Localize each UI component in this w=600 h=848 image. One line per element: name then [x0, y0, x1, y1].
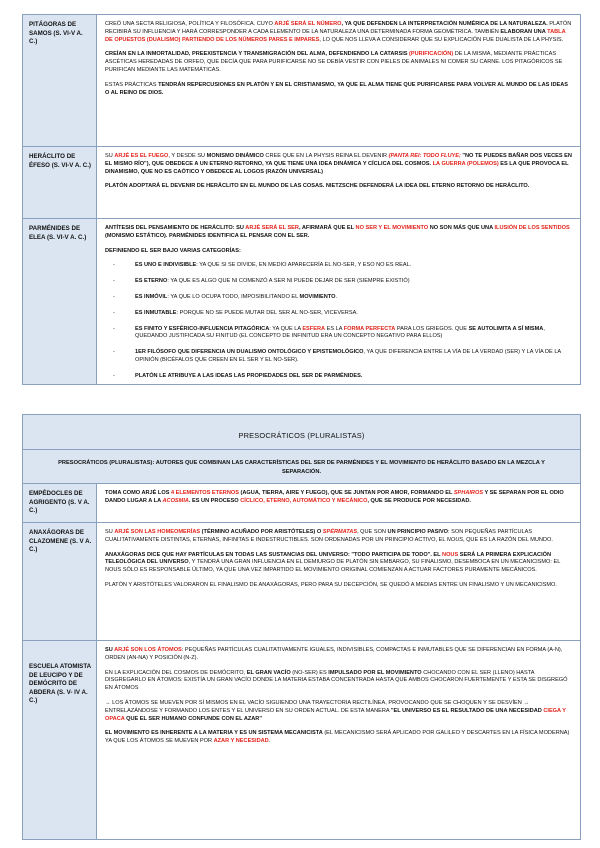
- text-run: , YA QUE DEFENDEN LA INTERPRETACIÓN NUMÉRICA DE LA NATURALEZA.: [341, 21, 548, 27]
- table-title: PRESOCRÁTICOS (PLURALISTAS): [23, 415, 580, 450]
- paragraph: [105, 670, 573, 693]
- table-row: [23, 15, 580, 146]
- paragraph: [105, 82, 573, 98]
- highlighted-text: 4 ELEMENTOS ETERNOS: [171, 490, 239, 496]
- text-run: : YA QUE ES ALGO QUE NI COMENZÓ A SER NI PUEDE DEJAR DE SER (SIEMPRE EXISTIÓ): [167, 278, 410, 285]
- table-row: [23, 218, 580, 384]
- paragraph: [105, 21, 573, 44]
- paragraph: [105, 529, 573, 545]
- category-list: [105, 262, 573, 380]
- text-run: NO SON MÁS QUE UNA: [428, 225, 495, 231]
- paragraph: [105, 153, 573, 176]
- text-run: 1ER FILÓSOFO QUE DIFERENCIA UN DUALISMO ONTOLÓGICO Y EPISTEMOLÓGICO: [135, 349, 364, 356]
- text-run: SERÁ LA PRIMERA EXPLICACIÓN TELEOLÓGICA DEL UNIVERSO: [105, 551, 552, 566]
- text-run: CREÓ UNA SECTA RELIGIOSA, POLÍTICA Y FILOSÓFICA. CUYO: [105, 21, 275, 27]
- highlighted-text: (PANTA REI: TODO FLUYE;: [388, 153, 461, 159]
- table-row: [23, 522, 580, 640]
- text-run: "EL UNIVERSO ES EL RESULTADO DE UNA NECESIDAD: [390, 707, 544, 714]
- text-run: UN PRINCIPIO PASIVO: [387, 529, 449, 535]
- row-label: PITÁGORAS DE SAMOS (S. VI-V A. C.): [23, 15, 97, 146]
- text-run: (EL MECANICISMO SERÁ APLICADO POR GALILEO Y DESCARTES EN LA FÍSICA MODERNA) YA QUE LOS ÁTOMOS SE MUEVEN POR: [105, 730, 570, 745]
- text-run: (TÉRMINO ACUÑADO POR ARISTÓTELES) O: [200, 529, 323, 535]
- highlighted-text: (PURIFICACIÓN): [409, 51, 454, 58]
- text-run: . ES UN PROCESO: [188, 497, 241, 504]
- text-run: CREÍAN EN LA INMORTALIDAD, PREEXISTENCIA Y TRANSMIGRACIÓN DEL ALMA, DEFENDIENDO LA CATARSIS: [105, 51, 410, 58]
- highlighted-text: ARJÉ SERÁ EL SER: [245, 225, 299, 231]
- list-item: [113, 310, 573, 318]
- table-monistas: [22, 14, 581, 385]
- text-run: ES LA: [325, 325, 344, 332]
- text-run: ELABORAN UNA: [500, 28, 546, 35]
- paragraph: [105, 248, 573, 256]
- text-run: : PORQUE NO SE PUEDE MUTAR DEL SER AL NO-SER, VICEVERSA.: [176, 309, 358, 316]
- highlighted-text: TABLA DE OPUESTOS (DUALISMO) PARTIENDO DE LOS NÚMEROS PARES E IMPARES: [105, 28, 566, 43]
- text-run: ES INMÓVIL: [135, 293, 168, 300]
- text-run: PLATÓN RECIBIRÁ SU INFLUENCIA Y HARÁ CORRESPONDER A CADA ELEMENTO DE LA NATURALEZA UNA DETERMINADA FORMA GEOMÉTRICA. TAMBIÉN: [105, 21, 572, 35]
- text-run: → LOS ÁTOMOS SE MUEVEN POR SÍ MISMOS EN EL VACÍO SIGUIENDO UNA TRAYECTORIA RECTILÍNEA, PROVOCANDO QUE SE CHOQUEN Y SE DESVÍEN → ENTRELAZÁNDOSE Y FORMANDO LOS ENTES Y EL UNIVERSO EN SU ORDEN ACTUAL. DE ESTA MANERA: [105, 699, 529, 714]
- table-row: [23, 640, 580, 839]
- text-run: , Y DESDE SU: [168, 153, 207, 159]
- text-run: , AFIRMARÁ QUE EL: [298, 225, 356, 231]
- highlighted-text: SPÉRMATAS: [322, 529, 358, 535]
- text-run: : SON PEQUEÑAS PARTÍCULAS CUALITATIVAMENTE DISTINTAS, ETERNAS, INFINITAS E INDESTRUCTIBLES. SON ORDENADAS POR UN PRINCIPIO ACTIVO, EL: [105, 529, 533, 543]
- text-run: (AGUA, TIERRA, AIRE Y FUEGO), QUE SE JUNTAN POR AMOR, FORMANDO EL: [238, 490, 454, 496]
- paragraph: [105, 730, 573, 746]
- paragraph: [105, 183, 573, 191]
- row-label: EMPÉDOCLES DE AGRIGENTO (S. V A. C.): [23, 484, 97, 522]
- text-run: EL MOVIMIENTO ES INHERENTE A LA MATERIA Y ES UN SISTEMA MECANICISTA: [105, 730, 323, 737]
- text-run: PLATÓN LE ATRIBUYE A LAS IDEAS LAS PROPIEDADES DEL SER DE PARMÉNIDES.: [135, 372, 363, 379]
- text-run: , QUE ES LA RAZÓN DEL MUNDO.: [462, 536, 553, 543]
- highlighted-text: ILUSIÓN DE LOS SENTIDOS: [494, 225, 570, 231]
- list-item: [113, 294, 573, 302]
- text-run: CREE QUE EN LA PHYSIS REINA EL DEVENIR: [263, 153, 389, 159]
- text-run: .: [268, 738, 271, 745]
- row-label: ESCUELA ATOMISTA DE LEUCIPO Y DE DEMÓCRITO DE ABDERA (S. V- IV A. C.): [23, 641, 97, 839]
- highlighted-text: FORMA PERFECTA: [343, 325, 396, 332]
- row-content: [97, 15, 580, 146]
- text-run: PLATÓN Y ARISTÓTELES VALORARON EL FINALISMO DE ANAXÁGORAS, PERO PARA SU DECEPCIÓN, SE QUEDÓ A MEDIAS ENTRE UN FINALISMO Y UN MECANICISMO.: [105, 581, 557, 588]
- text-run: ES ETERNO: [135, 278, 168, 285]
- text-run: IMPULSADO POR EL MOVIMIENTO: [328, 669, 422, 676]
- text-run: , QUE SON: [357, 529, 388, 535]
- highlighted-text: AZAR Y NECESIDAD: [213, 738, 269, 745]
- text-run: , QUEDANDO JUSTIFICADA SU FINITUD (EL CONCEPTO DE INFINITUD ERA UN CONCEPTO NEGATIVO PARA ELLOS): [135, 325, 545, 340]
- highlighted-text: ESFERA: [302, 325, 326, 332]
- text-run: DE LA MISMA, MEDIANTE PRÁCTICAS ASCÉTICAS HEREDADAS DE ORFEO, QUE DECÍA QUE PARA PURIFICARSE NO SE DEBÍA VESTIR CON PIELES DE ANIMALES NI COMER SU CARNE. LOS PITAGÓRICOS SE PURIFICAN MEDIANTE LAS MATEMÁTICAS.: [105, 51, 563, 73]
- list-item: [113, 349, 573, 365]
- text-run: (NO-SER) ES: [290, 669, 329, 676]
- paragraph: [105, 582, 573, 590]
- text-run: DEFINIENDO EL SER BAJO VARIAS CATEGORÍAS:: [105, 247, 241, 254]
- row-content: [97, 523, 580, 640]
- highlighted-text: ARJÉ SON LAS HOMEOMERÍAS: [114, 529, 201, 535]
- highlighted-text: NO SER Y EL MOVIMIENTO: [355, 225, 429, 231]
- list-item: [113, 262, 573, 270]
- highlighted-text: ARJÉ SERÁ EL NÚMERO: [274, 21, 342, 27]
- text-run: SU: [105, 153, 115, 159]
- highlighted-text: ARJÉ ES EL FUEGO: [114, 153, 169, 159]
- text-run: "NO TE PUEDES BAÑAR DOS VECES EN EL MISMO RÍO"), QUE OBEDECE A UN ETERNO RETORNO, YA QUE TIENE UNA IDEA DINÁMICA Y CÍCLICA DEL COSMOS.: [105, 153, 572, 167]
- row-content: [97, 219, 580, 384]
- highlighted-text: NOUS: [442, 551, 459, 558]
- text-run: ANTÍTESIS DEL PENSAMIENTO DE HERÁCLITO: SU: [105, 225, 246, 231]
- text-run: .: [335, 293, 338, 300]
- text-run: SE AUTOLIMITA A SÍ MISMA: [468, 325, 544, 332]
- text-run: : YA QUE SI SE DIVIDE, EN MEDIO APARECERÍA EL NO-SER, Y ESO NO ES REAL.: [196, 262, 412, 269]
- text-run: , YA QUE DIFERENCIA ENTRE LA VÍA DE LA VERDAD (SER) Y LA VÍA DE LA OPINIÓN (BICÉFALOS QUE CREEN EN EL SER Y EL NO-SER).: [135, 349, 561, 363]
- row-content: [97, 147, 580, 218]
- text-run: , LO QUE NOS LLEVA A CONSIDERAR QUE SU EXPLICACIÓN FUE DUALISTA DE LA PHYSIS.: [319, 36, 564, 43]
- text-run: EN LA EXPLICACIÓN DEL COSMOS DE DEMÓCRITO,: [105, 669, 247, 676]
- text-run: TENDRÁN REPERCUSIONES EN PLATÓN Y EN EL CRISTIANISMO, YA QUE EL ALMA TIENE QUE PURIFICARSE PARA VOLVER AL MUNDO DE LAS IDEAS O AL REINO DE DIOS.: [105, 81, 569, 96]
- text-run: TOMA COMO ARJÉ LOS: [105, 490, 171, 496]
- text-run: QUE EL SER HUMANO CONFUNDE CON EL AZAR": [124, 715, 263, 722]
- row-label: PARMÉNIDES DE ELEA (S. VI-V A. C.): [23, 219, 97, 384]
- row-label: ANAXÁGORAS DE CLAZOMENE (S. V A. C.): [23, 523, 97, 640]
- row-content: [97, 484, 580, 522]
- highlighted-text: CIEGA Y OPACA: [105, 707, 566, 722]
- text-run: EL GRAN VACÍO: [246, 669, 291, 676]
- list-item: [113, 278, 573, 286]
- table-row: [23, 484, 580, 522]
- table-pluralistas: [22, 414, 581, 840]
- table-subtitle: PRESOCRÁTICOS (PLURALISTAS): AUTORES QUE COMBINAN LAS CARACTERÍSTICAS DEL SER DE PARMÉNIDES Y EL MOVIMIENTO DE HERÁCLITO BASADO EN LA MEZCLA Y SEPARACIÓN.: [23, 450, 580, 484]
- text-run: CHOCANDO CON EL SER (LLENO) HASTA DISGREGARLO EN ÁTOMOS: EXISTÍA UN GRAN VACÍO DONDE LA MATERIA ESTABA CONCENTRADA HASTA QUE AMBOS CHOCARON FUERTEMENTE Y ESTA SE DISGREGÓ EN ÁTOMOS: [105, 669, 568, 692]
- text-run: SU: [105, 529, 115, 535]
- text-run: : YA QUE LA: [269, 325, 303, 332]
- row-label: HERÁCLITO DE ÉFESO (S. VI-V A. C.): [23, 147, 97, 218]
- text-run: ESTAS PRÁCTICAS: [105, 81, 159, 88]
- text-run: MOVIMIENTO: [299, 293, 336, 300]
- highlighted-text: CÍCLICO, ETERNO, AUTOMÁTICO Y MECÁNICO: [240, 497, 368, 504]
- row-content: [97, 641, 580, 839]
- text-run: PARA LOS GRIEGOS. QUE: [395, 325, 469, 332]
- text-run: ES UNO E INDIVISIBLE: [135, 262, 197, 269]
- text-run: PLATÓN ADOPTARÁ EL DEVENIR DE HERÁCLITO EN EL MUNDO DE LAS COSAS. NIETZSCHE DEFENDERÁ LA IDEA DEL ETERNO RETORNO DE HERÁCLITO.: [105, 183, 530, 190]
- text-run: NOUS: [446, 536, 463, 543]
- paragraph: [105, 700, 573, 723]
- highlighted-text: SPHAIROS: [453, 490, 484, 496]
- text-run: ES FINITO Y ESFÉRICO-INFLUENCIA PITAGÓRICA: [135, 325, 270, 332]
- text-run: Y SE SEPARAN POR EL ODIO DANDO LUGAR A LA: [105, 490, 564, 504]
- highlighted-text: LA GUERRA (POLEMOS): [432, 160, 499, 167]
- text-run: (MONISMO ESTÁTICO). PARMÉNIDES IDENTIFICA EL PENSAR CON EL SER.: [105, 232, 310, 239]
- paragraph: [105, 647, 573, 663]
- text-run: MONISMO DINÁMICO: [206, 153, 264, 159]
- text-run: , Y TENDRÁ UNA GRAN INFLUENCIA EN EL DEMIURGO DE PLATÓN SIN EMBARGO, SU FINALISMO, DESEMBOCA EN UN MECANICISMO: EL NOUS SÓLO ES RESPONSABLE ÚLTIMO, YA QUE UNA VEZ IMPARTIDO EL MOVIMIENTO ORIGINAL COMIENZAN A ACTUAR FACTORES PURAMENTE MECÁNICOS.: [105, 559, 561, 574]
- list-item: [113, 373, 573, 381]
- paragraph: [105, 225, 573, 241]
- highlighted-text: ACOSMIA: [162, 497, 189, 504]
- text-run: SU: [105, 647, 115, 653]
- text-run: : PEQUEÑAS PARTÍCULAS CUALITATIVAMENTE IGUALES, INDIVISIBLES, COMPACTAS E INMUTABLES QUE SE DIFERENCIAN EN FORMA (A-N), ORDEN (AN-NA) Y POSICIÓN (N-Z).: [105, 647, 563, 661]
- paragraph: [105, 552, 573, 575]
- paragraph: [105, 51, 573, 74]
- text-run: : YA QUE LO OCUPA TODO, IMPOSIBILITANDO EL: [167, 293, 300, 300]
- text-run: ES INMUTABLE: [135, 309, 177, 316]
- text-run: ES LA QUE PROVOCA EL DINAMISMO, QUE NO ES CAÓTICO Y OBEDECE AL LOGOS (RAZÓN UNIVERSAL): [105, 160, 569, 175]
- table-row: [23, 146, 580, 218]
- highlighted-text: ARJÉ SON LOS ÁTOMOS: [114, 647, 182, 653]
- text-run: , QUE SE PRODUCE POR NECESIDAD.: [367, 497, 471, 504]
- text-run: ANAXÁGORAS DICE QUE HAY PARTÍCULAS EN TODAS LAS SUSTANCIAS DEL UNIVERSO: "TODO PARTICIPA DE TODO". EL: [105, 551, 443, 558]
- paragraph: [105, 490, 573, 506]
- list-item: [113, 326, 573, 342]
